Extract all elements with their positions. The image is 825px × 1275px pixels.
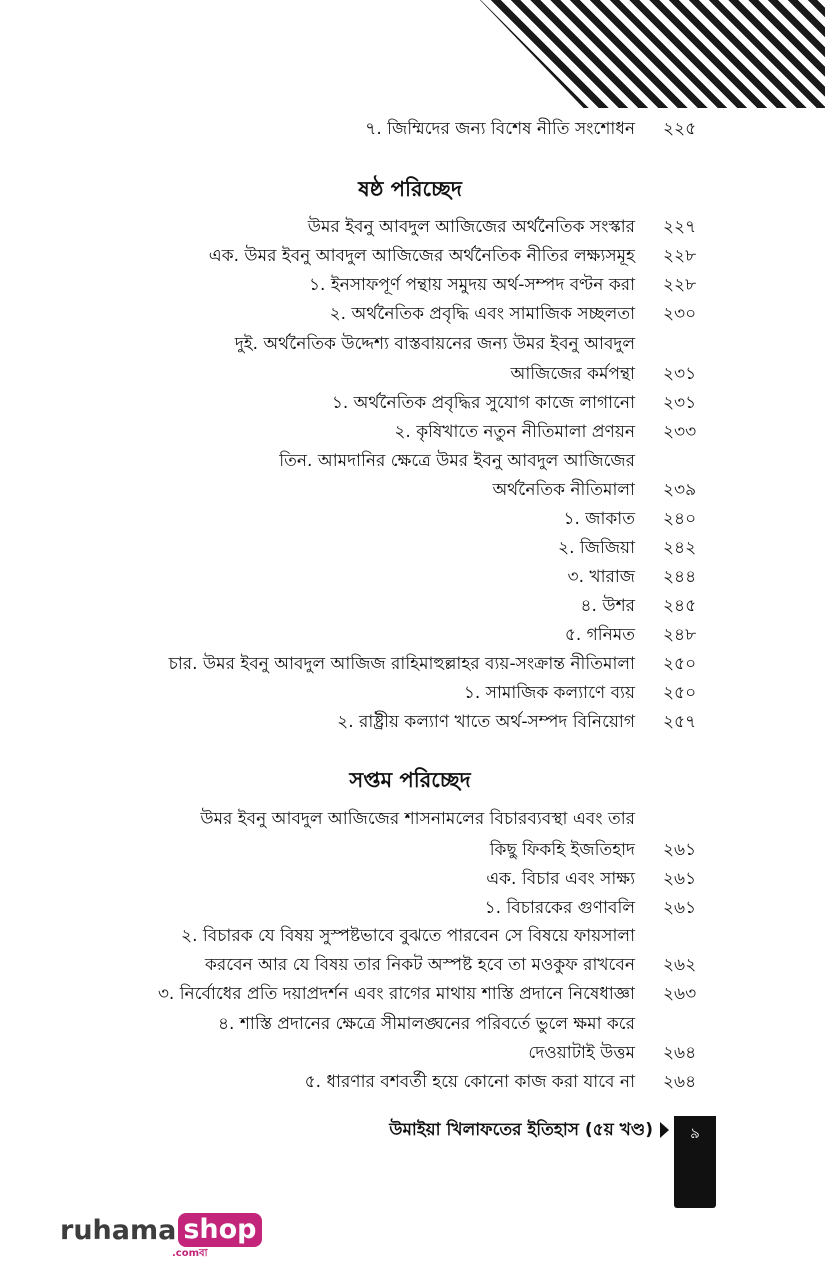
toc-entry-page: ২৬১ xyxy=(663,869,697,889)
toc-entry-page: ২৩৯ xyxy=(663,480,697,500)
toc-entry-page: ২৪৮ xyxy=(663,625,697,645)
toc-entry-title: ১. ইনসাফপূর্ণ পন্থায় সমুদয় অর্থ-সম্পদ বণ্টন করা xyxy=(309,275,635,295)
ruhamashop-logo xyxy=(60,1213,262,1257)
toc-entry-title: ২. কৃষিখাতে নতুন নীতিমালা প্রণয়ন xyxy=(394,422,635,442)
toc-entry-page: ২৬১ xyxy=(663,840,697,860)
toc-entry-page: ২৪০ xyxy=(663,509,697,529)
toc-entry-page: ২২৫ xyxy=(663,119,697,139)
logo-text-ruhama: ruhama xyxy=(60,1215,177,1246)
toc-entry-title: এক. বিচার এবং সাক্ষ্য xyxy=(486,869,635,889)
toc-entry-title: উমর ইবনু আবদুল আজিজের অর্থনৈতিক সংস্কার xyxy=(307,217,635,237)
page-number: ৯ xyxy=(690,1124,700,1142)
toc-entry-page: ২৫৭ xyxy=(663,712,697,732)
toc-entry-title: আজিজের কর্মপন্থা xyxy=(510,364,635,384)
toc-entry-title: তিন. আমদানির ক্ষেত্রে উমর ইবনু আবদুল আজিজের xyxy=(279,451,635,471)
toc-entry-page: ২৬২ xyxy=(663,955,697,975)
toc-entry-page: ২৫০ xyxy=(663,683,697,703)
toc-entry-page: ২২৮ xyxy=(663,275,697,295)
toc-entry-page: ২৪২ xyxy=(663,538,697,558)
toc-entry-title: দুই. অর্থনৈতিক উদ্দেশ্য বাস্তবায়নের জন্য উমর ইবনু আবদুল xyxy=(234,334,635,354)
toc-entry-page: ২৬৪ xyxy=(663,1043,697,1063)
toc-entry-page: ২৪৫ xyxy=(663,596,697,616)
toc-entry-page: ২৬১ xyxy=(663,898,697,918)
logo-text-com: .comবা xyxy=(172,1248,208,1259)
toc-entry-page: ২৩১ xyxy=(663,364,697,384)
toc-entry-title: করবেন আর যে বিষয় তার নিকট অস্পষ্ট হবে তা মওকুফ রাখবেন xyxy=(205,955,635,975)
toc-entry-page: ২৩৩ xyxy=(663,422,697,442)
toc-entry-title: ১. বিচারকের গুণাবলি xyxy=(484,898,635,918)
toc-entry-title: এক. উমর ইবনু আবদুল আজিজের অর্থনৈতিক নীতির লক্ষ্যসমূহ xyxy=(208,246,635,266)
decorative-stripes xyxy=(480,0,825,108)
toc-entry-title: ২. রাষ্ট্রীয় কল্যাণ খাতে অর্থ-সম্পদ বিনিয়োগ xyxy=(337,712,635,732)
chapter-heading-6: ষষ্ঠ পরিচ্ছেদ xyxy=(358,177,462,201)
toc-entry-title: ৫. গনিমত xyxy=(564,625,635,645)
toc-entry-title: ২. অর্থনৈতিক প্রবৃদ্ধি এবং সামাজিক সচ্ছলতা xyxy=(329,304,635,324)
page-number-tab xyxy=(674,1116,716,1208)
running-footer-book-title: উমাইয়া খিলাফতের ইতিহাস (৫য় খণ্ড) xyxy=(389,1120,653,1140)
toc-entry-title: ১. সামাজিক কল্যাণে ব্যয় xyxy=(463,683,635,703)
toc-entry-title: দেওয়াটাই উত্তম xyxy=(528,1043,635,1063)
toc-entry-page: ২৬৩ xyxy=(663,984,697,1004)
toc-entry-page: ২৩০ xyxy=(663,304,697,324)
toc-entry-page: ২২৮ xyxy=(663,246,697,266)
toc-entry-title: ৫. ধারণার বশবর্তী হয়ে কোনো কাজ করা যাবে না xyxy=(304,1072,635,1092)
toc-entry-title: ১. অর্থনৈতিক প্রবৃদ্ধির সুযোগ কাজে লাগানো xyxy=(331,393,635,413)
toc-entry-title: ৩. খারাজ xyxy=(567,567,635,587)
toc-entry-title: উমর ইবনু আবদুল আজিজের শাসনামলের বিচারব্যবস্থা এবং তার xyxy=(200,809,635,829)
toc-entry-page: ২২৭ xyxy=(663,217,697,237)
toc-entry-page: ২৪৪ xyxy=(663,567,697,587)
toc-entry-title: কিছু ফিকহি ইজতিহাদ xyxy=(489,840,635,860)
toc-entry-title: অর্থনৈতিক নীতিমালা xyxy=(492,480,635,500)
arrow-right-icon xyxy=(660,1122,669,1138)
toc-entry-title: ৭. জিম্মিদের জন্য বিশেষ নীতি সংশোধন xyxy=(365,119,635,139)
toc-entry-title: ২. জিজিয়া xyxy=(558,538,635,558)
toc-entry-title: চার. উমর ইবনু আবদুল আজিজ রাহিমাহুল্লাহর ব্যয়-সংক্রান্ত নীতিমালা xyxy=(168,654,635,674)
toc-entry-page: ২৩১ xyxy=(663,393,697,413)
toc-entry-page: ২৫০ xyxy=(663,654,697,674)
chapter-heading-7: সপ্তম পরিচ্ছেদ xyxy=(349,768,471,792)
toc-entry-title: ৩. নির্বোধের প্রতি দয়াপ্রদর্শন এবং রাগের মাথায় শাস্তি প্রদানে নিষেধাজ্ঞা xyxy=(157,984,635,1004)
toc-entry-page: ২৬৪ xyxy=(663,1072,697,1092)
toc-entry-title: ১. জাকাত xyxy=(563,509,635,529)
toc-entry-title: ২. বিচারক যে বিষয় সুস্পষ্টভাবে বুঝতে পারবেন সে বিষয়ে ফায়সালা xyxy=(181,926,635,946)
toc-entry-title: ৪. শাস্তি প্রদানের ক্ষেত্রে সীমালঙ্ঘনের পরিবর্তে ভুলে ক্ষমা করে xyxy=(218,1014,635,1034)
logo-text-shop: shop xyxy=(178,1213,261,1247)
toc-entry-title: ৪. উশর xyxy=(580,596,635,616)
